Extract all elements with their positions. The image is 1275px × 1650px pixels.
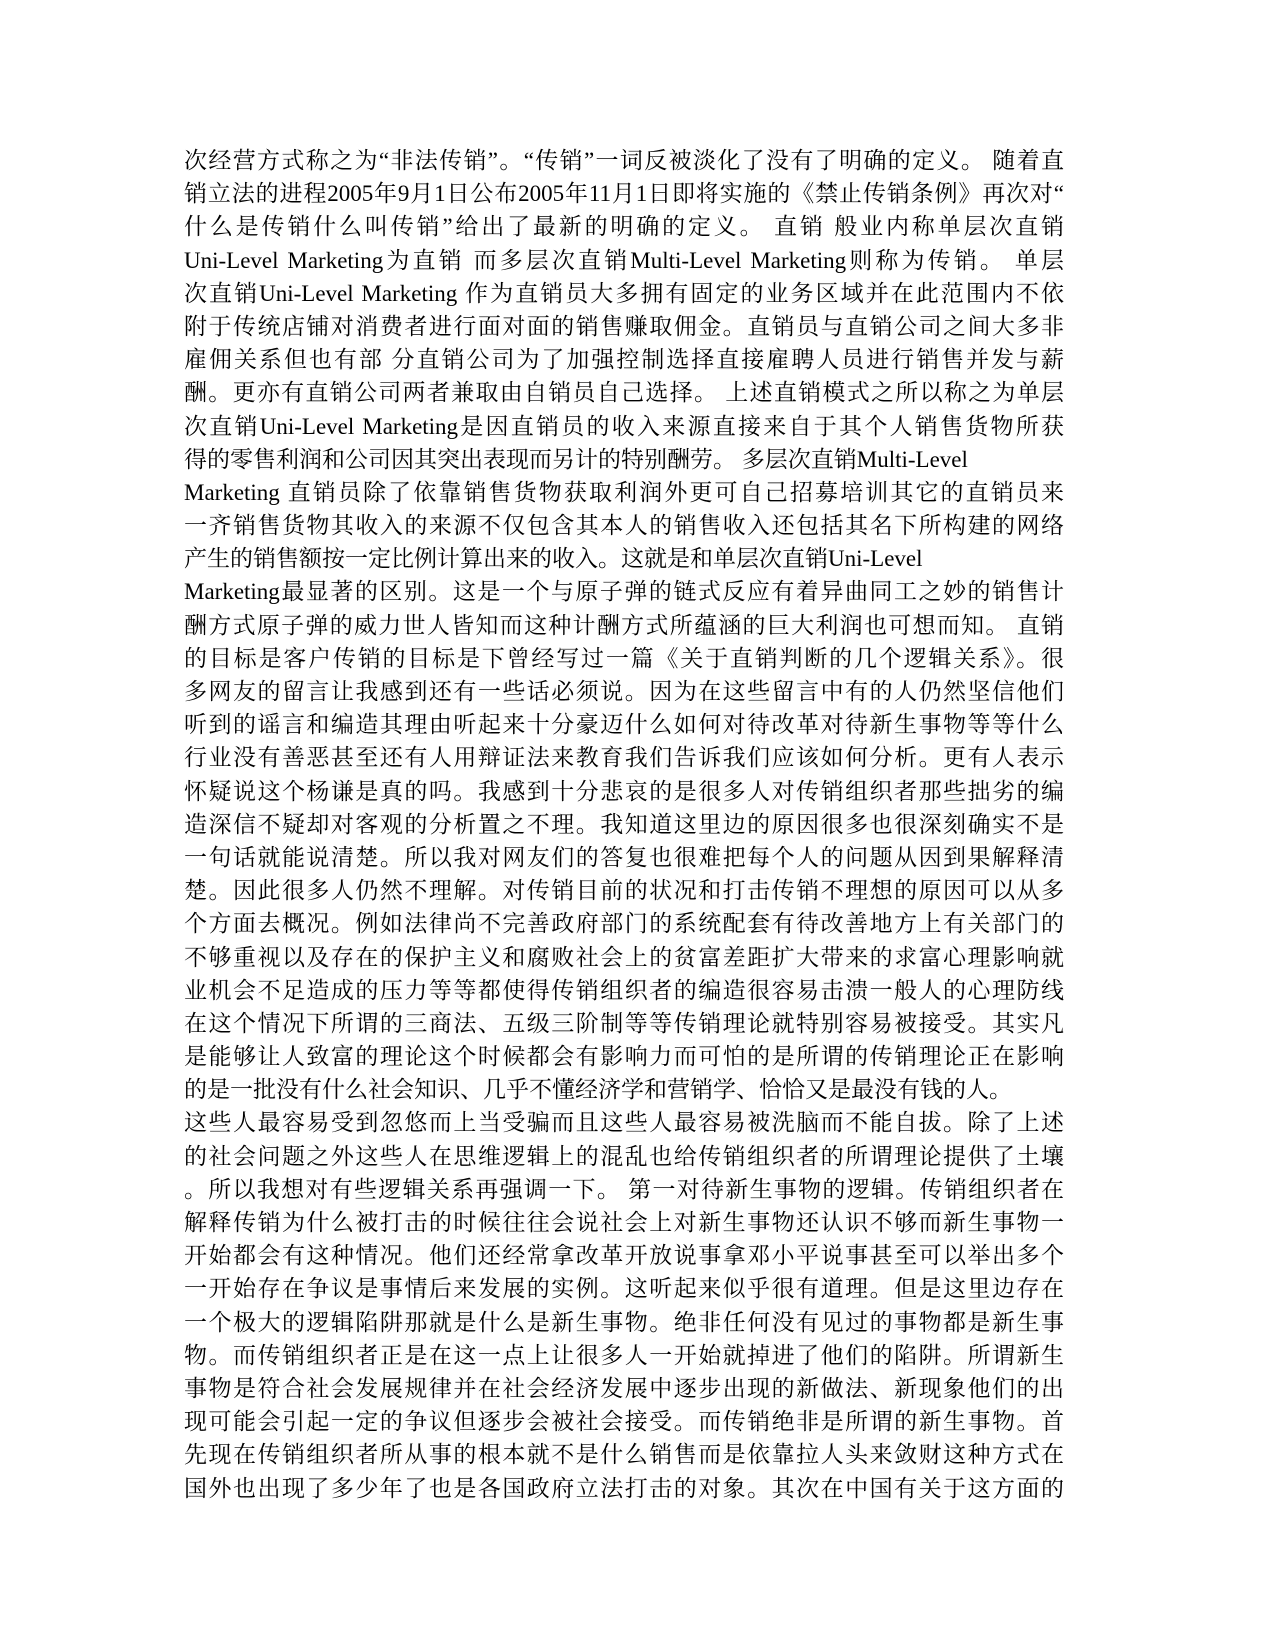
text-line: 酬方式原子弹的威力世人皆知而这种计酬方式所蕴涵的巨大利润也可想而知。 直销	[184, 612, 1065, 638]
text-line: 次直销Uni-Level Marketing 作为直销员大多拥有固定的业务区域并在此范围内不依	[184, 280, 1064, 306]
text-line: 的社会问题之外这些人在思维逻辑上的混乱也给传销组织者的所谓理论提供了土壤	[184, 1143, 1064, 1169]
body-text	[184, 144, 1064, 1505]
text-line: 先现在传销组织者所从事的根本就不是什么销售而是依靠拉人头来敛财这种方式在	[184, 1442, 1064, 1468]
text-line: 在这个情况下所谓的三商法、五级三阶制等等传销理论就特别容易被接受。其实凡	[184, 1010, 1064, 1036]
text-line: 怀疑说这个杨谦是真的吗。我感到十分悲哀的是很多人对传销组织者那些拙劣的编	[184, 778, 1064, 804]
text-line: 销立法的进程2005年9月1日公布2005年11月1日即将实施的《禁止传销条例》再次对“	[184, 181, 1064, 207]
text-line: 不够重视以及存在的保护主义和腐败社会上的贫富差距扩大带来的求富心理影响就	[184, 944, 1064, 970]
text-line: 的目标是客户传销的目标是下曾经写过一篇《关于直销判断的几个逻辑关系》。很	[184, 645, 1064, 671]
text-line: 。所以我想对有些逻辑关系再强调一下。 第一对待新生事物的逻辑。传销组织者在	[184, 1176, 1064, 1202]
text-line: 现可能会引起一定的争议但逐步会被社会接受。而传销绝非是所谓的新生事物。首	[184, 1409, 1064, 1435]
text-line: 一句话就能说清楚。所以我对网友们的答复也很难把每个人的问题从因到果解释清	[184, 844, 1064, 870]
text-line: 一开始存在争议是事情后来发展的实例。这听起来似乎很有道理。但是这里边存在	[184, 1276, 1064, 1302]
text-line: 一个极大的逻辑陷阱那就是什么是新生事物。绝非任何没有见过的事物都是新生事	[184, 1309, 1064, 1335]
text-line: 什么是传销什么叫传销”给出了最新的明确的定义。 直销 般业内称单层次直销	[184, 214, 1064, 240]
text-line: 这些人最容易受到忽悠而上当受骗而且这些人最容易被洗脑而不能自拔。除了上述	[184, 1110, 1064, 1136]
text-line: 开始都会有这种情况。他们还经常拿改革开放说事拿邓小平说事甚至可以举出多个	[184, 1243, 1064, 1269]
text-line: 造深信不疑却对客观的分析置之不理。我知道这里边的原因很多也很深刻确实不是	[184, 811, 1064, 837]
text-line: 多网友的留言让我感到还有一些话必须说。因为在这些留言中有的人仍然坚信他们	[184, 679, 1064, 704]
text-line: 物。而传销组织者正是在这一点上让很多人一开始就掉进了他们的陷阱。所谓新生	[184, 1342, 1064, 1368]
text-line: 一齐销售货物其收入的来源不仅包含其本人的销售收入还包括其名下所构建的网络	[184, 513, 1064, 539]
text-line: 国外也出现了多少年了也是各国政府立法打击的对象。其次在中国有关于这方面的	[184, 1475, 1064, 1501]
text-line: 雇佣关系但也有部 分直销公司为了加强控制选择直接雇聘人员进行销售并发与薪	[184, 347, 1064, 373]
text-line: 个方面去概况。例如法律尚不完善政府部门的系统配套有待改善地方上有关部门的	[184, 911, 1064, 937]
text-line: Marketing 直销员除了依靠销售货物获取利润外更可自己招募培训其它的直销员来	[184, 479, 1064, 505]
text-line: 行业没有善恶甚至还有人用辩证法来教育我们告诉我们应该如何分析。更有人表示	[184, 745, 1064, 771]
text-line: 楚。因此很多人仍然不理解。对传销目前的状况和打击传销不理想的原因可以从多	[184, 878, 1064, 904]
text-line: 附于传统店铺对消费者进行面对面的销售赚取佣金。直销员与直销公司之间大多非	[184, 313, 1064, 339]
text-line: 业机会不足造成的压力等等都使得传销组织者的编造很容易击溃一般人的心理防线	[184, 977, 1064, 1003]
text-line: 得的零售利润和公司因其突出表现而另计的特别酬劳。 多层次直销Multi-Level	[184, 446, 968, 472]
text-line: 的是一批没有什么社会知识、几乎不懂经济学和营销学、恰恰又是最没有钱的人。	[184, 1077, 1012, 1103]
text-line: 是能够让人致富的理论这个时候都会有影响力而可怕的是所谓的传销理论正在影响	[184, 1044, 1064, 1070]
text-line: 次经营方式称之为“非法传销”。“传销”一词反被淡化了没有了明确的定义。 随着直	[184, 148, 1064, 173]
text-line: 次直销Uni-Level Marketing是因直销员的收入来源直接来自于其个人销售货物所获	[184, 413, 1064, 439]
text-line: Marketing最显著的区别。这是一个与原子弹的链式反应有着异曲同工之妙的销售计	[184, 579, 1064, 605]
text-line: 产生的销售额按一定比例计算出来的收入。这就是和单层次直销Uni-Level	[184, 546, 923, 572]
text-line: 听到的谣言和编造其理由听起来十分豪迈什么如何对待改革对待新生事物等等什么	[184, 712, 1064, 738]
text-line: 事物是符合社会发展规律并在社会经济发展中逐步出现的新做法、新现象他们的出	[184, 1375, 1064, 1401]
text-line: 解释传销为什么被打击的时候往往会说社会上对新生事物还认识不够而新生事物一	[184, 1210, 1064, 1235]
text-line: 酬。更亦有直销公司两者兼取由自销员自己选择。 上述直销模式之所以称之为单层	[184, 380, 1064, 406]
text-line: Uni-Level Marketing为直销 而多层次直销Multi-Level Marketing则称为传销。 单层	[184, 247, 1064, 273]
